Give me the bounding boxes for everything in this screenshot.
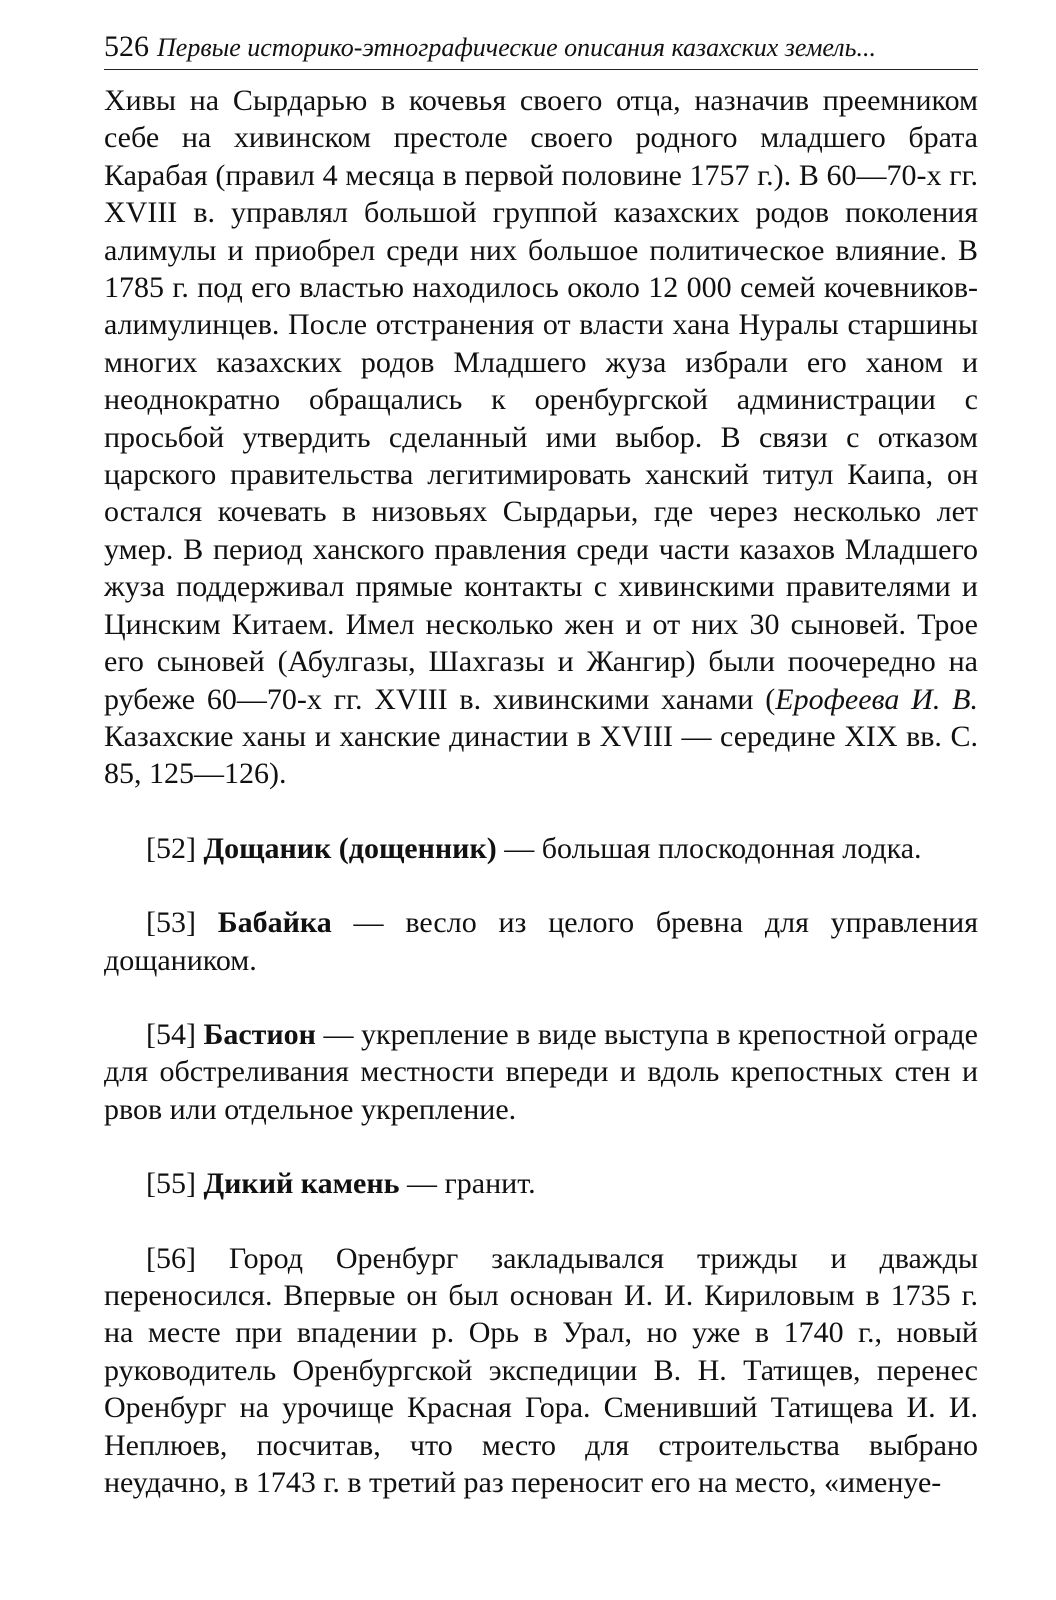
note-52 (104, 830, 978, 867)
note-text: — весло из целого бревна для управления дощаником. (104, 906, 979, 977)
note-number: [54] (146, 1017, 196, 1051)
note-term: Дощаник (дощенник) (203, 831, 497, 865)
note-56 (104, 1240, 978, 1502)
note-54 (104, 1016, 978, 1128)
note-53 (104, 904, 978, 979)
paragraph-text-end: Казахские ханы и ханские династии в XVIII — середине XIX вв. С. 85, 125—126). (104, 719, 978, 791)
note-text: — укрепление в виде выступа в крепостной ограде для обстреливания местности впереди и вдоль крепостных стен и рвов или отдельное укрепление. (104, 1017, 978, 1126)
note-55 (104, 1165, 978, 1202)
note-number: [56] (146, 1241, 196, 1275)
note-number: [53] (146, 906, 196, 940)
note-term: Бабайка (217, 906, 332, 940)
page-number: 526 (104, 30, 149, 63)
note-text: Город Оренбург закладывался трижды и дважды переносился. Впервые он был основан И. И. Кириловым в 1735 г. на месте при впадении р. Орь в Урал, но уже в 1740 г., новый руководитель Оренбургской экспедиции В. Н. Татищев, перенес Оренбург на урочище Красная Гора. Сменивший Татищева И. И. Неплюев, посчитав, что место для строительства выбрано неудачно, в 1743 г. в третий раз переносит его на место, «именуе- (104, 1241, 978, 1499)
continuation-paragraph (104, 82, 978, 793)
note-number: [52] (146, 831, 196, 865)
book-page (104, 30, 978, 1501)
citation-author: Ерофеева И. В. (775, 682, 978, 716)
paragraph-text: Хивы на Сырдарью в кочевья своего отца, назначив преемником себе на хивинском престоле своего родного младшего брата Карабая (правил 4 месяца в первой половине 1757 г.). В 60—70-х гг. XVIII в. управлял большой группой казахских родов поколения алимулы и приобрел среди них большое политическое влияние. В 1785 г. под его властью находилось около 12 000 семей кочевников-алимулинцев. После отстранения от власти хана Нуралы старшины многих казахских родов Младшего жуза избрали его ханом и неоднократно обращались к оренбургской администрации с просьбой утвердить сделанный ими выбор. В связи с отказом царского правительства легитимировать ханский титул Каипа, он остался кочевать в низовьях Сырдарьи, где через несколько лет умер. В период ханского правления среди части казахов Младшего жуза поддерживал прямые контакты с хивинскими правителями и Цинским Китаем. Имел несколько жен и от них 30 сыновей. Трое его сыновей (Абулгазы, Шахгазы и Жангир) были поочередно на рубеже 60—70-х гг. XVIII в. хивинскими ханами ( (104, 84, 978, 716)
note-term: Бастион (203, 1017, 316, 1051)
running-title: Первые историко-этнографические описания казахских земель... (157, 33, 876, 62)
note-text: — гранит. (399, 1167, 536, 1201)
note-number: [55] (146, 1167, 196, 1201)
header-rule (104, 69, 978, 70)
note-term: Дикий камень (203, 1167, 400, 1201)
note-text: — большая плоскодонная лодка. (496, 831, 922, 865)
running-header (104, 30, 978, 65)
